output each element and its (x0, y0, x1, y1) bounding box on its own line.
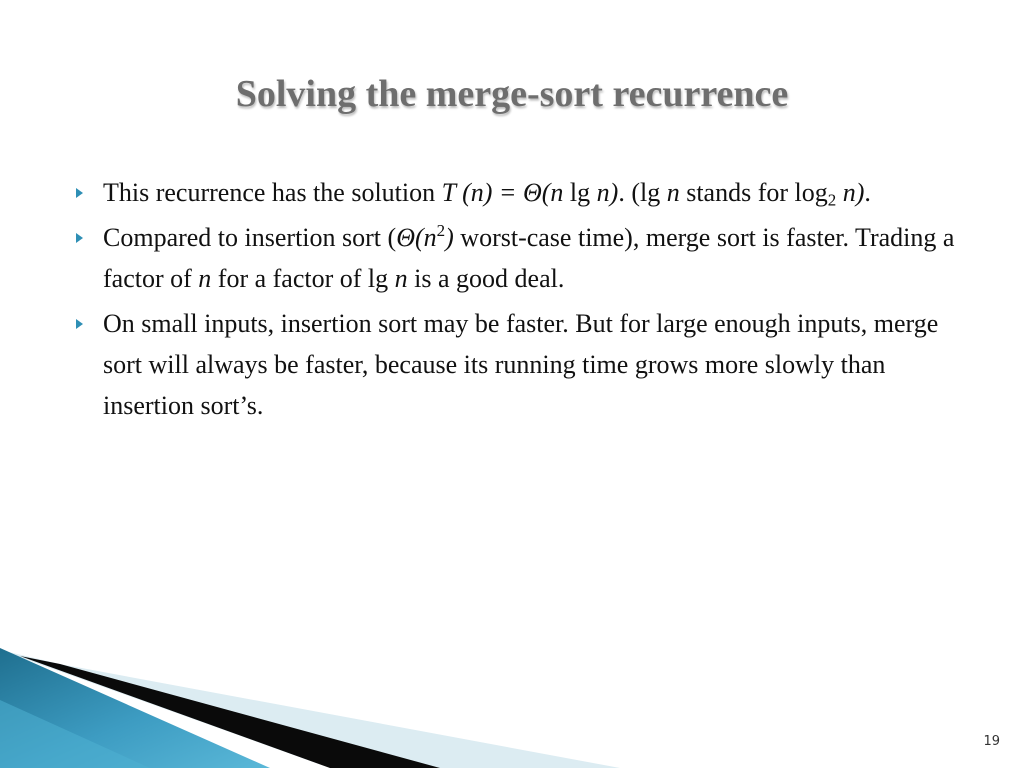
bullet-text-run: On small inputs, insertion sort may be faster. But for large enough inputs, merge sort will always be faster, because its running time grows more slowly than insertion sort’s. (103, 309, 939, 420)
bullet-text-run: n (394, 264, 408, 293)
bullet-text-run: n (198, 264, 212, 293)
bullet-text-run: This recurrence has the solution (103, 178, 442, 207)
bullet-text-run: stands for log (679, 178, 828, 207)
triangle-bullet-icon (76, 233, 83, 243)
slide-title: Solving the merge-sort recurrence (235, 73, 789, 115)
bullet-text-run: n (666, 178, 680, 207)
bullet-text-run: n) (836, 178, 865, 207)
bullet-item (72, 217, 972, 299)
bullet-text-run: . (864, 178, 871, 207)
bullet-text-run: T (n) = Θ(n (441, 178, 564, 207)
bullet-text-run: lg (563, 178, 597, 207)
bullet-text-run: Compared to insertion sort ( (103, 223, 397, 252)
triangle-bullet-icon (76, 319, 83, 329)
page-number: 19 (983, 734, 1000, 749)
triangle-bullet-icon (76, 188, 83, 198)
bullet-text-run: n) (596, 178, 619, 207)
bullet-text-run: 2 (436, 220, 446, 240)
bullet-text-run: for a factor of lg (211, 264, 395, 293)
bullet-item (72, 172, 972, 213)
bullet-text-run: Θ(n (396, 223, 437, 252)
bullet-text-run: is a good deal. (407, 264, 565, 293)
bullet-text-run: . (lg (618, 178, 667, 207)
bullet-list (72, 172, 972, 430)
bullet-text-run: 2 (827, 190, 837, 210)
bullet-text-run: ) (445, 223, 454, 252)
bullet-item (72, 303, 972, 426)
bullet-text-run: worst-case time), merge sort is faster. Trading a factor of (103, 223, 955, 293)
